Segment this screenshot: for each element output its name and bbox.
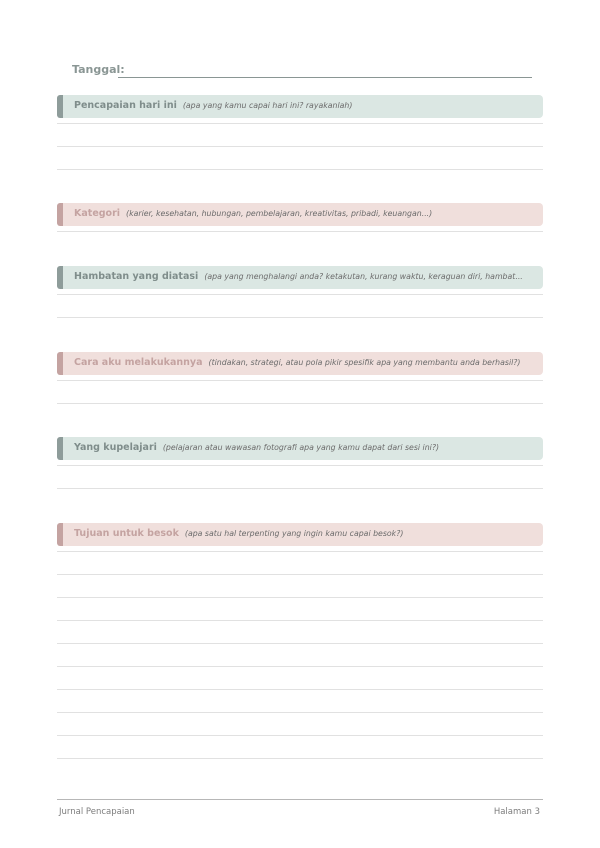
writing-line[interactable] bbox=[57, 488, 543, 489]
writing-line[interactable] bbox=[57, 597, 543, 598]
section-title: Cara aku melakukannya (tindakan, strategi, atau pola pikir spesifik apa yang membantu anda berhasil?) bbox=[74, 357, 521, 368]
section-hint: (apa yang kamu capai hari ini? rayakanlah) bbox=[182, 101, 353, 110]
section-title: Tujuan untuk besok (apa satu hal terpenting yang ingin kamu capai besok?) bbox=[74, 528, 404, 539]
writing-line[interactable] bbox=[57, 620, 543, 621]
section-cara bbox=[57, 352, 543, 375]
section-accent-bar bbox=[57, 95, 63, 118]
writing-line[interactable] bbox=[57, 666, 543, 667]
date-label: Tanggal: bbox=[72, 63, 125, 76]
writing-line[interactable] bbox=[57, 643, 543, 644]
writing-line[interactable] bbox=[57, 735, 543, 736]
section-accent-bar bbox=[57, 266, 63, 289]
writing-line[interactable] bbox=[57, 689, 543, 690]
section-hint: (karier, kesehatan, hubungan, pembelajaran, kreativitas, pribadi, keuangan...) bbox=[126, 209, 433, 218]
footer-journal-title: Jurnal Pencapaian bbox=[59, 807, 135, 817]
section-accent-bar bbox=[57, 437, 63, 460]
section-kupelajari bbox=[57, 437, 543, 460]
footer-page-number: Halaman 3 bbox=[493, 807, 540, 817]
section-accent-bar bbox=[57, 352, 63, 375]
section-hint: (pelajaran atau wawasan fotografi apa yang kamu dapat dari sesi ini?) bbox=[162, 443, 440, 452]
writing-line[interactable] bbox=[57, 231, 543, 232]
section-kategori bbox=[57, 203, 543, 226]
footer-divider bbox=[57, 799, 543, 800]
date-field[interactable] bbox=[118, 77, 532, 78]
section-accent-bar bbox=[57, 523, 63, 546]
writing-line[interactable] bbox=[57, 403, 543, 404]
writing-line[interactable] bbox=[57, 574, 543, 575]
writing-line[interactable] bbox=[57, 758, 543, 759]
section-tujuan bbox=[57, 523, 543, 546]
section-title: Pencapaian hari ini (apa yang kamu capai hari ini? rayakanlah) bbox=[74, 100, 353, 111]
date-row bbox=[72, 62, 532, 80]
writing-line[interactable] bbox=[57, 123, 543, 124]
writing-line[interactable] bbox=[57, 146, 543, 147]
section-hint: (tindakan, strategi, atau pola pikir spesifik apa yang membantu anda berhasil?) bbox=[208, 358, 521, 367]
writing-line[interactable] bbox=[57, 551, 543, 552]
section-hint: (apa satu hal terpenting yang ingin kamu capai besok?) bbox=[184, 529, 404, 538]
section-title: Kategori (karier, kesehatan, hubungan, pembelajaran, kreativitas, pribadi, keuangan...) bbox=[74, 208, 433, 219]
writing-line[interactable] bbox=[57, 169, 543, 170]
section-hint: (apa yang menghalangi anda? ketakutan, kurang waktu, keraguan diri, hambat... bbox=[204, 272, 523, 281]
writing-line[interactable] bbox=[57, 294, 543, 295]
section-accent-bar bbox=[57, 203, 63, 226]
writing-line[interactable] bbox=[57, 712, 543, 713]
writing-line[interactable] bbox=[57, 380, 543, 381]
section-title: Hambatan yang diatasi (apa yang menghalangi anda? ketakutan, kurang waktu, keraguan diri, hambat... bbox=[74, 271, 523, 282]
writing-line[interactable] bbox=[57, 317, 543, 318]
section-pencapaian bbox=[57, 95, 543, 118]
section-title: Yang kupelajari (pelajaran atau wawasan fotografi apa yang kamu dapat dari sesi ini?) bbox=[74, 442, 440, 453]
writing-line[interactable] bbox=[57, 465, 543, 466]
section-hambatan bbox=[57, 266, 543, 289]
